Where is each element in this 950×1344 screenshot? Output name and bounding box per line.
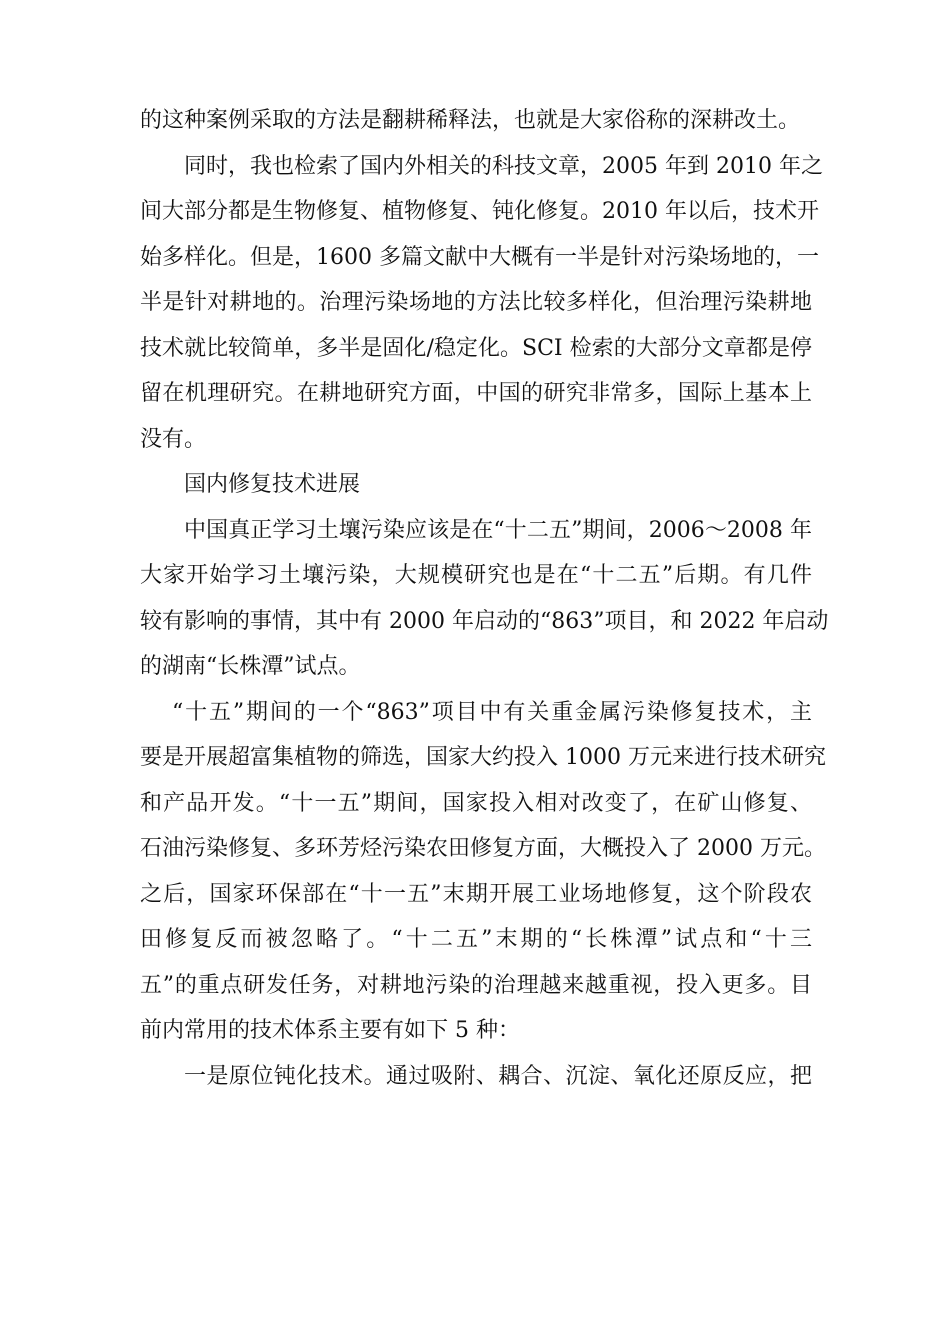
text-line: 技术就比较简单，多半是固化/稳定化。SCI 检索的大部分文章都是停 (140, 335, 812, 361)
text-line: 要是开展超富集植物的筛选，国家大约投入 1000 万元来进行技术研究 (140, 745, 826, 770)
text-line: 田修复反而被忽略了。“十二五”末期的“长株潭”试点和“十三 (140, 927, 812, 952)
text-line: 中国真正学习土壤污染应该是在“十二五”期间，2006～2008 年 (184, 517, 812, 543)
text-line: 留在机理研究。在耕地研究方面，中国的研究非常多，国际上基本上 (140, 381, 812, 406)
text-line: 没有。 (140, 426, 207, 452)
text-line: “十五”期间的一个“863”项目中有关重金属污染修复技术，主 (172, 699, 812, 725)
text-line: 较有影响的事情，其中有 2000 年启动的“863”项目，和 2022 年启动 (140, 608, 829, 634)
text-line: 始多样化。但是，1600 多篇文献中大概有一半是针对污染场地的，一 (140, 244, 819, 270)
document-body (140, 98, 829, 1099)
text-line: 之后，国家环保部在“十一五”末期开展工业场地修复，这个阶段农 (140, 881, 812, 907)
text-line: 和产品开发。“十一五”期间，国家投入相对改变了，在矿山修复、 (140, 790, 812, 816)
text-line: 同时，我也检索了国内外相关的科技文章，2005 年到 2010 年之 (184, 153, 823, 179)
text-line: 间大部分都是生物修复、植物修复、钝化修复。2010 年以后，技术开 (140, 199, 819, 224)
text-line: 石油污染修复、多环芳烃污染农田修复方面，大概投入了 2000 万元。 (140, 836, 826, 861)
text-line: 一是原位钝化技术。通过吸附、耦合、沉淀、氧化还原反应，把 (184, 1063, 812, 1089)
text-line: 五”的重点研发任务，对耕地污染的治理越来越重视，投入更多。目 (140, 972, 812, 998)
text-line: 前内常用的技术体系主要有如下 5 种： (140, 1018, 520, 1043)
text-line: 国内修复技术进展 (184, 472, 361, 497)
text-line: 的这种案例采取的方法是翻耕稀释法，也就是大家俗称的深耕改土。 (140, 108, 801, 133)
text-line: 的湖南“长株潭”试点。 (140, 654, 361, 679)
text-line: 半是针对耕地的。治理污染场地的方法比较多样化，但治理污染耕地 (140, 290, 812, 315)
text-line: 大家开始学习土壤污染，大规模研究也是在“十二五”后期。有几件 (140, 563, 812, 588)
